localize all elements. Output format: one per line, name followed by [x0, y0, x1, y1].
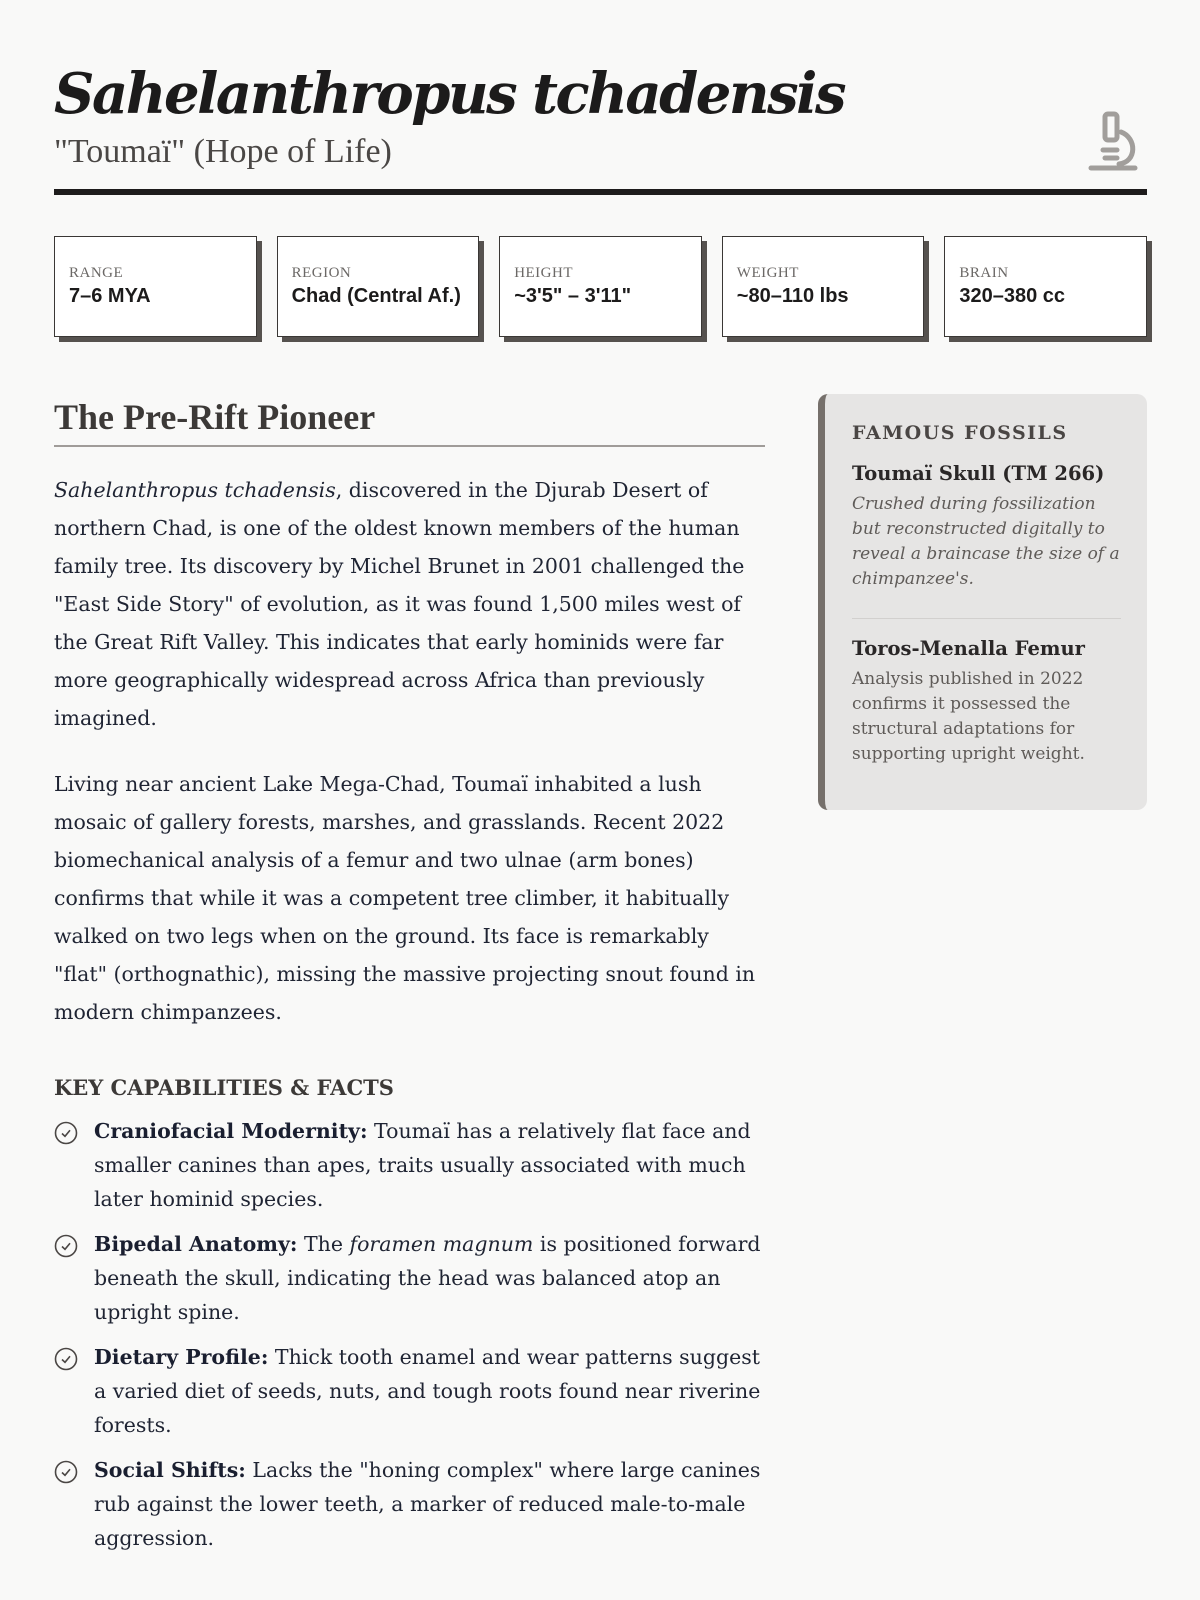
stat-label: WEIGHT [736, 264, 799, 281]
stat-label: HEIGHT [514, 264, 574, 281]
sidebar-divider [852, 618, 1121, 619]
stat-value: ~3'5" – 3'11" [514, 284, 632, 307]
main-content [54, 395, 765, 1566]
species-name: Sahelanthropus tchadensis [54, 478, 336, 502]
stat-value: ~80–110 lbs [736, 284, 849, 307]
facts-list [54, 1114, 765, 1555]
fact-text: The [297, 1232, 350, 1256]
page-subtitle: "Toumaï" (Hope of Life) [54, 133, 392, 170]
stat-card-weight [722, 236, 925, 337]
fact-text: Lacks the "honing complex" where large canines rub against the lower teeth, a marker of reduced male-to-male aggression. [94, 1458, 761, 1550]
fossil-name: Toros-Menalla Femur [852, 637, 1085, 660]
stat-label: RANGE [69, 264, 124, 281]
fact-text: Thick tooth enamel and wear patterns suggest a varied diet of seeds, nuts, and tough roots found near riverine forests. [94, 1345, 761, 1437]
check-circle-icon [54, 1460, 78, 1484]
fossil-description: Crushed during fossilization but reconstructed digitally to reveal a braincase the size of a chimpanzee's. [852, 494, 1120, 589]
stat-value: 7–6 MYA [69, 284, 151, 307]
facts-heading: KEY CAPABILITIES & FACTS [54, 1075, 394, 1100]
fact-text: is positioned forward beneath the skull, indicating the head was balanced atop an upright spine. [94, 1232, 761, 1324]
stat-value: 320–380 cc [959, 284, 1066, 307]
paragraph-text: , discovered in the Djurab Desert of northern Chad, is one of the oldest known members of the human family tree. Its discovery by Michel Brunet in 2001 challenged the "East Side Story" of evolution, as it was found 1,500 miles west of the Great Rift Valley. This indicates that early hominids were far more geographically widespread across Africa than previously imagined. [54, 478, 745, 730]
stat-card-range [54, 236, 257, 337]
fact-item [54, 1453, 765, 1555]
microscope-icon [1085, 110, 1141, 174]
fact-term: Dietary Profile: [94, 1345, 269, 1369]
fossil-name: Toumaï Skull (TM 266) [852, 462, 1105, 485]
stat-label: BRAIN [959, 264, 1009, 281]
fact-item [54, 1227, 765, 1329]
stat-card-brain [944, 236, 1147, 337]
stats-cards [54, 236, 1147, 337]
fact-item [54, 1340, 765, 1442]
fact-text: Toumaï has a relatively flat face and smaller canines than apes, traits usually associated with much later hominid species. [94, 1119, 751, 1211]
header [54, 58, 1147, 172]
header-divider [54, 189, 1147, 195]
fact-term: Craniofacial Modernity: [94, 1119, 368, 1143]
section-title: The Pre-Rift Pioneer [54, 395, 765, 447]
intro-paragraph [54, 471, 765, 737]
fact-item [54, 1114, 765, 1216]
sidebar-title: FAMOUS FOSSILS [852, 422, 1068, 444]
check-circle-icon [54, 1234, 78, 1258]
fossil-description: Analysis published in 2022 confirms it possessed the structural adaptations for supporting upright weight. [852, 669, 1085, 764]
check-circle-icon [54, 1121, 78, 1145]
stat-label: REGION [291, 264, 352, 281]
page-title: Sahelanthropus tchadensis [54, 61, 844, 127]
stat-card-height [499, 236, 702, 337]
fact-term: Social Shifts: [94, 1458, 246, 1482]
fact-italic: foramen magnum [349, 1232, 534, 1256]
habitat-paragraph: Living near ancient Lake Mega-Chad, Toumaï inhabited a lush mosaic of gallery forests, marshes, and grasslands. Recent 2022 biomechanical analysis of a femur and two ulnae (arm bones) confirms that while it was a competent tree climber, it habitually walked on two legs when on the ground. Its face is remarkably "flat" (orthognathic), missing the massive projecting snout found in modern chimpanzees. [54, 772, 756, 1024]
famous-fossils-sidebar [818, 394, 1147, 810]
stat-card-region [277, 236, 480, 337]
fact-term: Bipedal Anatomy: [94, 1232, 298, 1256]
check-circle-icon [54, 1347, 78, 1371]
stat-value: Chad (Central Af.) [291, 284, 461, 307]
